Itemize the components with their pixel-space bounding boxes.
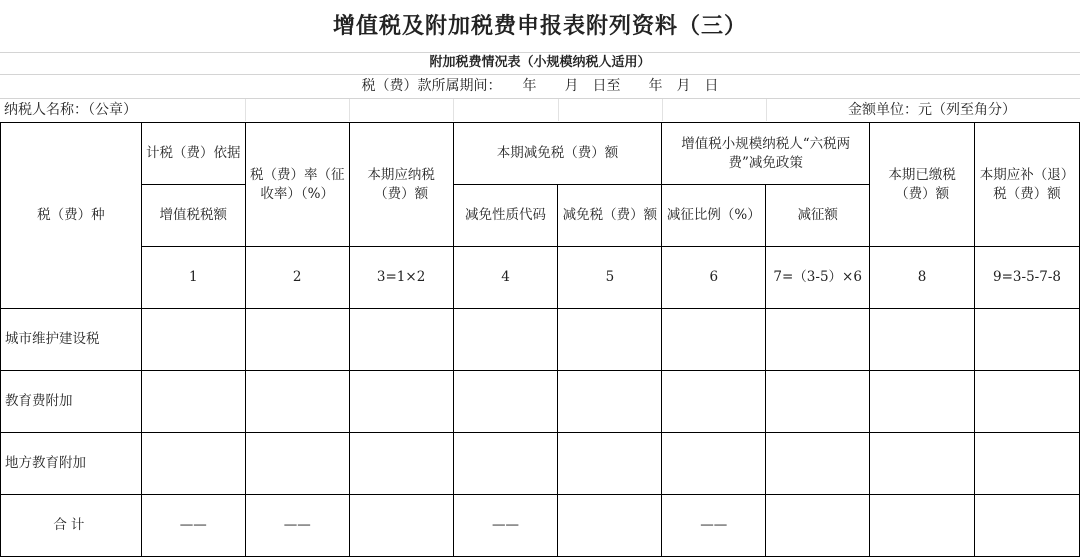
taxpayer-name-label: 纳税人名称：（公章） (4, 102, 137, 118)
cell-divider (245, 99, 246, 121)
input-cell[interactable] (245, 371, 349, 433)
header-payable: 本期应纳税（费）额 (349, 123, 453, 247)
header-vat-amount: 增值税税额 (141, 185, 245, 247)
surcharge-table (0, 122, 1080, 557)
total-cell: —— (662, 495, 766, 557)
currency-unit-label: 金额单位：元（列至角分） (848, 102, 1016, 118)
row-label: 地方教育附加 (1, 433, 142, 495)
column-number: 1 (141, 247, 245, 309)
header-reduction-amount: 减免税（费）额 (558, 185, 662, 247)
input-cell[interactable] (349, 433, 453, 495)
cell-divider (766, 99, 767, 121)
column-number: 5 (558, 247, 662, 309)
column-number: 3=1×2 (349, 247, 453, 309)
header-policy-group: 增值税小规模纳税人“六税两费”减免政策 (662, 123, 870, 185)
input-cell[interactable] (870, 371, 975, 433)
total-cell[interactable] (870, 495, 975, 557)
header-tax-type: 税（费）种 (1, 123, 142, 309)
input-cell[interactable] (453, 433, 558, 495)
input-cell[interactable] (453, 309, 558, 371)
tax-period-label: 税（费）款所属期间： 年 月 日至 年 月 日 (361, 78, 719, 94)
form-title: 增值税及附加税费申报表附列资料（三） (332, 13, 747, 39)
cell-divider (558, 99, 559, 121)
total-label: 合计 (1, 495, 142, 557)
column-number: 2 (245, 247, 349, 309)
input-cell[interactable] (975, 309, 1080, 371)
input-cell[interactable] (245, 433, 349, 495)
total-row (1, 495, 1080, 557)
cell-divider (349, 99, 350, 121)
input-cell[interactable] (349, 371, 453, 433)
header-paid: 本期已缴税（费）额 (870, 123, 975, 247)
input-cell[interactable] (141, 433, 245, 495)
total-cell: —— (245, 495, 349, 557)
input-cell[interactable] (975, 433, 1080, 495)
header-basis-group: 计税（费）依据 (141, 123, 245, 185)
row-label: 教育费附加 (1, 371, 142, 433)
column-number: 4 (453, 247, 558, 309)
input-cell[interactable] (662, 371, 766, 433)
input-cell[interactable] (662, 309, 766, 371)
header-rate: 税（费）率（征收率）（%） (245, 123, 349, 247)
total-cell: —— (453, 495, 558, 557)
header-reduction-group: 本期减免税（费）额 (453, 123, 662, 185)
input-cell[interactable] (975, 371, 1080, 433)
input-cell[interactable] (662, 433, 766, 495)
input-cell[interactable] (141, 371, 245, 433)
input-cell[interactable] (558, 309, 662, 371)
input-cell[interactable] (766, 309, 870, 371)
header-refund: 本期应补（退）税（费）额 (975, 123, 1080, 247)
total-cell[interactable] (766, 495, 870, 557)
total-cell[interactable] (975, 495, 1080, 557)
column-number: 6 (662, 247, 766, 309)
input-cell[interactable] (349, 309, 453, 371)
column-number: 9=3-5-7-8 (975, 247, 1080, 309)
input-cell[interactable] (453, 371, 558, 433)
input-cell[interactable] (766, 433, 870, 495)
header-policy-amount: 减征额 (766, 185, 870, 247)
input-cell[interactable] (766, 371, 870, 433)
input-cell[interactable] (558, 371, 662, 433)
form-subtitle: 附加税费情况表（小规模纳税人适用） (429, 55, 651, 70)
input-cell[interactable] (870, 433, 975, 495)
input-cell[interactable] (245, 309, 349, 371)
input-cell[interactable] (558, 433, 662, 495)
table-row (1, 309, 1080, 371)
table-row (1, 371, 1080, 433)
cell-divider (453, 99, 454, 121)
header-policy-ratio: 减征比例（%） (662, 185, 766, 247)
row-label: 城市维护建设税 (1, 309, 142, 371)
header-reduction-code: 减免性质代码 (453, 185, 558, 247)
column-number: 7=（3-5）×6 (766, 247, 870, 309)
table-row (1, 433, 1080, 495)
input-cell[interactable] (141, 309, 245, 371)
total-cell[interactable] (349, 495, 453, 557)
total-cell[interactable] (558, 495, 662, 557)
cell-divider (662, 99, 663, 121)
column-number: 8 (870, 247, 975, 309)
total-cell: —— (141, 495, 245, 557)
input-cell[interactable] (870, 309, 975, 371)
